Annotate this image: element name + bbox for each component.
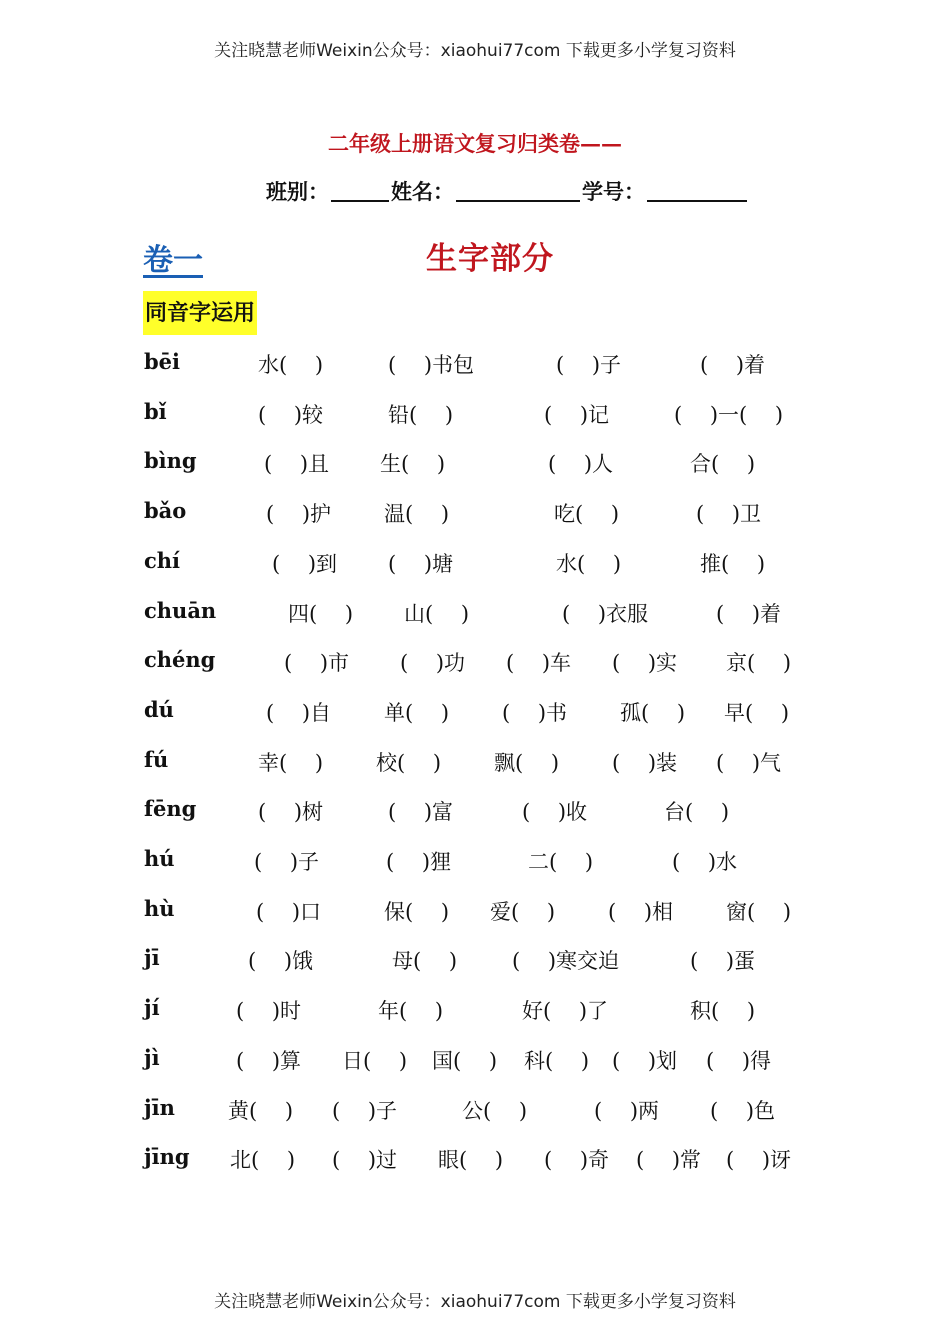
fill-blank-item[interactable]: ( )衣服 <box>562 601 649 626</box>
fill-blank-item[interactable]: ( )树 <box>258 800 324 825</box>
exercise-row <box>0 697 950 727</box>
pinyin-label: fēng <box>144 796 197 822</box>
volume-heading: 卷一 <box>143 243 203 278</box>
fill-blank-item[interactable]: 幸( ) <box>258 750 324 775</box>
fill-blank-item[interactable]: ( )到 <box>272 551 338 576</box>
fill-blank-item[interactable]: ( )寒交迫 <box>512 949 620 974</box>
fill-blank-item[interactable]: 生( ) <box>380 452 446 477</box>
fill-blank-item[interactable]: 合( ) <box>690 452 756 477</box>
fill-blank-item[interactable]: ( )一( ) <box>674 402 784 427</box>
class-blank[interactable] <box>331 178 389 202</box>
page-title: 二年级上册语文复习归类卷—— <box>328 131 622 156</box>
fill-blank-item[interactable]: ( )塘 <box>388 551 454 576</box>
class-label: 班别： <box>266 179 329 204</box>
fill-blank-item[interactable]: ( )时 <box>236 999 302 1024</box>
exercise-row <box>0 548 950 578</box>
fill-blank-item[interactable]: 公( ) <box>462 1098 528 1123</box>
fill-blank-item[interactable]: 早( ) <box>724 700 790 725</box>
fill-blank-item[interactable]: ( )市 <box>284 651 350 676</box>
fill-blank-item[interactable]: 水( ) <box>556 551 622 576</box>
pinyin-label: jīng <box>144 1144 190 1170</box>
fill-blank-item[interactable]: ( )常 <box>636 1148 702 1173</box>
fill-blank-item[interactable]: 黄( ) <box>228 1098 294 1123</box>
exercise-row <box>0 448 950 478</box>
pinyin-label: hú <box>144 846 175 871</box>
exercise-row <box>0 349 950 379</box>
fill-blank-item[interactable]: ( )气 <box>716 750 782 775</box>
fill-blank-item[interactable]: 科( ) <box>524 1048 590 1073</box>
pinyin-label: bǐ <box>144 398 167 424</box>
exercise-row <box>0 945 950 975</box>
fill-blank-item[interactable]: ( )口 <box>256 899 322 924</box>
pinyin-label: jí <box>144 995 160 1021</box>
fill-blank-item[interactable]: ( )色 <box>710 1098 776 1123</box>
fill-blank-item[interactable]: ( )较 <box>258 402 324 427</box>
fill-blank-item[interactable]: ( )记 <box>544 402 610 427</box>
exercise-row <box>0 647 950 677</box>
pinyin-label: chéng <box>144 647 216 673</box>
fill-blank-item[interactable]: 校( ) <box>376 750 442 775</box>
fill-blank-item[interactable]: ( )人 <box>548 452 614 477</box>
fill-blank-item[interactable]: ( )划 <box>612 1048 678 1073</box>
exercise-row <box>0 1045 950 1075</box>
exercise-row <box>0 598 950 628</box>
exercise-row <box>0 399 950 429</box>
fill-blank-item[interactable]: ( )得 <box>706 1048 772 1073</box>
fill-blank-item[interactable]: ( )子 <box>556 353 622 377</box>
pinyin-label: fú <box>144 746 169 772</box>
fill-blank-item[interactable]: ( )着 <box>716 601 782 626</box>
pinyin-label: bǎo <box>144 498 187 524</box>
fill-blank-item[interactable]: ( )蛋 <box>690 949 756 974</box>
fill-blank-item[interactable]: 单( ) <box>384 700 450 725</box>
fill-blank-item[interactable]: ( )讶 <box>726 1148 792 1173</box>
fill-blank-item[interactable]: ( )书包 <box>388 353 475 377</box>
pinyin-label: bēi <box>144 349 181 374</box>
fill-blank-item[interactable]: 台( ) <box>664 800 730 825</box>
fill-blank-item[interactable]: ( )自 <box>266 700 332 725</box>
fill-blank-item[interactable]: 窗( ) <box>726 899 792 924</box>
exercise-row <box>0 796 950 826</box>
header-note: 关注晓慧老师Weixin公众号：xiaohui77com 下载更多小学复习资料 <box>214 41 736 61</box>
pinyin-label: dú <box>144 696 174 722</box>
fill-blank-item[interactable]: ( )算 <box>236 1048 302 1073</box>
name-blank[interactable] <box>456 178 580 202</box>
fill-blank-item[interactable]: ( )收 <box>522 800 588 825</box>
fill-blank-item[interactable]: ( )且 <box>264 452 330 477</box>
exercise-row <box>0 1144 950 1174</box>
fill-blank-item[interactable]: 温( ) <box>384 502 450 527</box>
fill-blank-item[interactable]: 好( )了 <box>522 999 609 1024</box>
name-label: 姓名： <box>391 179 454 204</box>
pinyin-label: bìng <box>144 448 197 474</box>
fill-blank-item[interactable]: 爱( ) <box>490 899 556 924</box>
fill-blank-item[interactable]: ( )卫 <box>696 502 762 527</box>
section-heading: 同音字运用 <box>143 291 257 335</box>
fill-blank-item[interactable]: ( )两 <box>594 1098 660 1123</box>
fill-blank-item[interactable]: ( )子 <box>332 1098 398 1123</box>
part-heading: 生字部分 <box>426 241 554 277</box>
fill-blank-item[interactable]: 日( ) <box>342 1048 408 1073</box>
fill-blank-item[interactable]: 水( ) <box>258 353 324 377</box>
exercise-row <box>0 896 950 926</box>
fill-blank-item[interactable]: ( )子 <box>254 850 320 874</box>
exercise-row <box>0 498 950 528</box>
student-info-line <box>266 176 749 206</box>
fill-blank-item[interactable]: 眼( ) <box>438 1148 504 1173</box>
fill-blank-item[interactable]: 四( ) <box>288 601 354 626</box>
fill-blank-item[interactable]: 国( ) <box>432 1048 498 1073</box>
number-label: 学号： <box>582 179 645 204</box>
fill-blank-item[interactable]: 京( ) <box>726 651 792 676</box>
pinyin-label: chuān <box>144 597 217 623</box>
exercise-row <box>0 995 950 1025</box>
fill-blank-item[interactable]: 山( ) <box>404 601 470 626</box>
number-blank[interactable] <box>647 178 747 202</box>
fill-blank-item[interactable]: ( )着 <box>700 353 766 377</box>
fill-blank-item[interactable]: 推( ) <box>700 551 766 576</box>
fill-blank-item[interactable]: ( )书 <box>502 700 568 725</box>
fill-blank-item[interactable]: ( )富 <box>388 800 454 825</box>
fill-blank-item[interactable]: ( )狸 <box>386 850 452 874</box>
fill-blank-item[interactable]: ( )相 <box>608 899 674 924</box>
exercise-row <box>0 747 950 777</box>
fill-blank-item[interactable]: 母( ) <box>392 949 458 974</box>
fill-blank-item[interactable]: ( )功 <box>400 651 466 676</box>
fill-blank-item[interactable]: 年( ) <box>378 999 444 1024</box>
fill-blank-item[interactable]: ( )装 <box>612 750 678 775</box>
fill-blank-item[interactable]: 北( ) <box>230 1148 296 1173</box>
fill-blank-item[interactable]: ( )奇 <box>544 1148 610 1173</box>
pinyin-label: hù <box>144 895 175 921</box>
fill-blank-item[interactable]: 铅( ) <box>388 402 454 427</box>
exercise-row <box>0 846 950 876</box>
exercise-row <box>0 1095 950 1125</box>
fill-blank-item[interactable]: ( )水 <box>672 850 738 874</box>
footer-note: 关注晓慧老师Weixin公众号：xiaohui77com 下载更多小学复习资料 <box>214 1292 736 1312</box>
fill-blank-item[interactable]: ( )饿 <box>248 949 314 974</box>
fill-blank-item[interactable]: 积( ) <box>690 999 756 1024</box>
pinyin-label: jīn <box>144 1094 175 1120</box>
fill-blank-item[interactable]: 孤( ) <box>620 700 686 725</box>
fill-blank-item[interactable]: ( )护 <box>266 502 332 527</box>
pinyin-label: jì <box>144 1044 160 1070</box>
fill-blank-item[interactable]: 保( ) <box>384 899 450 924</box>
fill-blank-item[interactable]: 飘( ) <box>494 750 560 775</box>
pinyin-label: jī <box>144 945 160 971</box>
fill-blank-item[interactable]: ( )过 <box>332 1148 398 1173</box>
fill-blank-item[interactable]: 二( ) <box>528 850 594 874</box>
fill-blank-item[interactable]: 吃( ) <box>554 502 620 527</box>
fill-blank-item[interactable]: ( )实 <box>612 651 678 676</box>
fill-blank-item[interactable]: ( )车 <box>506 651 572 676</box>
pinyin-label: chí <box>144 547 181 573</box>
